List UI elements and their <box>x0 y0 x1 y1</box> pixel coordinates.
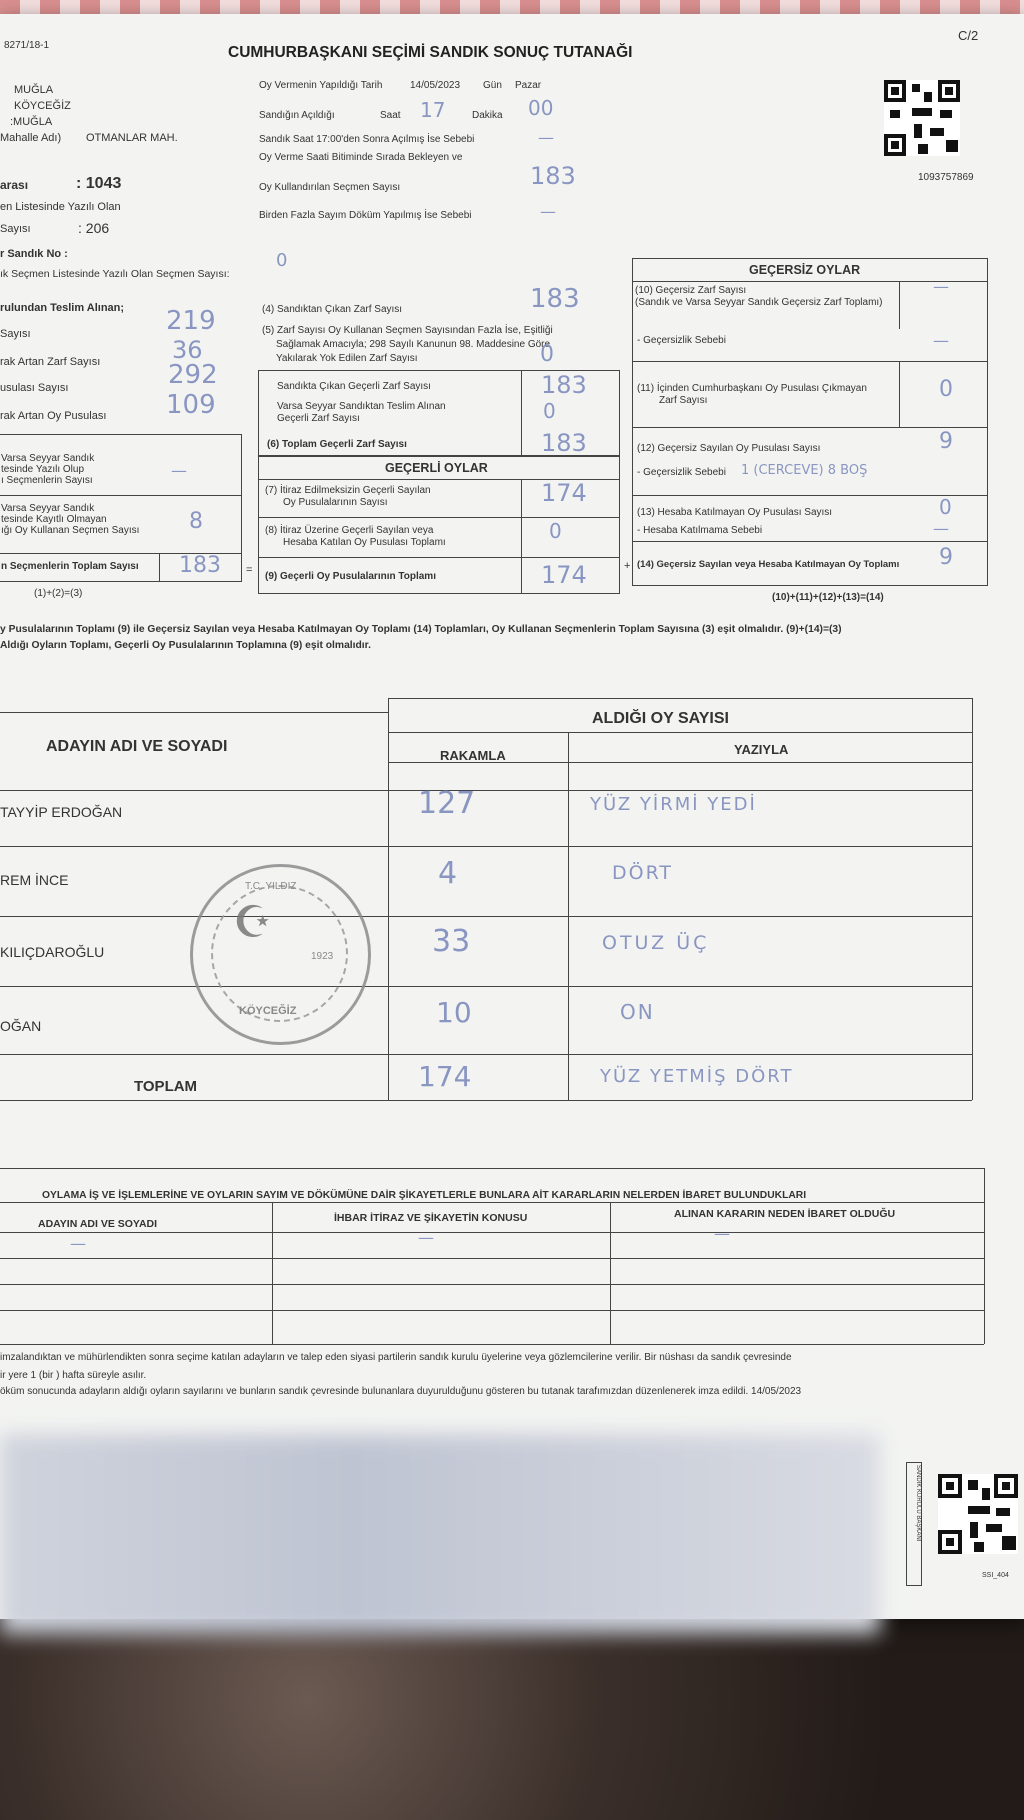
valid-env-label: Sandıkta Çıkan Geçerli Zarf Sayısı <box>277 381 431 392</box>
r12-value: 9 <box>939 429 953 454</box>
note-line-1: y Pusulalarının Toplamı (9) ile Geçersiz Sayılan veya Hesaba Katılmayan Oy Toplamı (14) Toplamları, Oy Kullanan Seçmenlerin Toplam Sayısına (3) eşit olmalıdır. (9)+(14)=(3) <box>0 624 842 635</box>
total-voters-label: n Seçmenlerin Toplam Sayısı <box>1 561 139 572</box>
complaints-dash-3: — <box>714 1224 730 1243</box>
left-formula: (1)+(2)=(3) <box>34 588 83 599</box>
r7-label: (7) İtiraz Edilmeksizin Geçerli Sayılan Oy Pusulalarının Sayısı <box>265 485 431 508</box>
received-value-1: 36 <box>172 336 203 364</box>
valid-envelope-table <box>258 370 620 456</box>
received-value-2: 292 <box>168 360 218 390</box>
province: MUĞLA <box>14 84 54 96</box>
received-label: rulundan Teslim Alınan; <box>0 302 125 314</box>
hour-value: 17 <box>420 98 446 122</box>
results-table <box>0 682 972 1102</box>
candidate-2-digits: 4 <box>438 856 458 891</box>
minute-label: Dakika <box>472 110 503 121</box>
equals-sign: = <box>246 564 253 576</box>
r8-value: 0 <box>549 519 562 543</box>
r7-value: 174 <box>541 479 587 507</box>
registered-value: : 206 <box>78 220 110 236</box>
envelope-count-label: (4) Sandıktan Çıkan Zarf Sayısı <box>262 304 403 315</box>
r10-value: — <box>933 277 949 296</box>
r13-label: (13) Hesaba Katılmayan Oy Pusulası Sayısı <box>637 507 833 518</box>
candidate-3-digits: 33 <box>432 924 471 959</box>
seal-text-bottom: KÖYCEĞİZ <box>239 1005 297 1017</box>
ballot-report-sheet <box>0 14 1024 1619</box>
received-label-3: rak Artan Oy Pusulası <box>0 410 107 422</box>
form-code: C/2 <box>958 28 979 43</box>
col-words-header: YAZIYLA <box>734 742 789 757</box>
r10-reason: — <box>933 331 949 350</box>
total-valid-env-value: 183 <box>541 429 587 457</box>
mobile-list-label: ık Seçmen Listesinde Yazılı Olan Seçmen Sayısı: <box>0 268 230 280</box>
crescent-star-icon: ☪ <box>233 897 273 948</box>
hour-label: Saat <box>380 110 401 121</box>
minute-value: 00 <box>528 96 554 120</box>
complaints-col-1: ADAYIN ADI VE SOYADI <box>38 1218 158 1230</box>
waiting-label-1: Oy Verme Saati Bitiminde Sırada Bekleyen ve <box>259 152 463 163</box>
complaints-col-2: İHBAR İTİRAZ VE ŞİKAYETİN KONUSU <box>334 1212 528 1224</box>
candidate-2-words: DÖRT <box>612 862 674 884</box>
plus-sign: + <box>624 560 631 572</box>
candidate-4-name: OĞAN <box>0 1018 42 1034</box>
carpet-background <box>0 1619 1024 1820</box>
right-formula: (10)+(11)+(12)+(13)=(14) <box>772 592 884 603</box>
r8-label: (8) İtiraz Üzerine Geçerli Sayılan veya Hesaba Katılan Oy Pusulası Toplamı <box>265 525 446 548</box>
received-value-0: 219 <box>166 306 216 336</box>
valid-env-value: 183 <box>541 371 587 399</box>
day-label: Gün <box>483 80 502 91</box>
registered-label-2: Sayısı <box>0 223 31 235</box>
qr-code-bottom-icon <box>938 1474 1018 1554</box>
multi-count-label: Birden Fazla Sayım Döküm Yapılmış İse Sebebi <box>259 210 472 221</box>
col-votes-header: ALDIĞI OY SAYISI <box>592 710 729 727</box>
neighborhood: OTMANLAR MAH. <box>86 132 178 144</box>
r11-value: 0 <box>939 377 953 402</box>
invalid-votes-table <box>632 258 988 586</box>
barcode-number: 1093757869 <box>918 172 974 183</box>
col-digits-header: RAKAMLA <box>440 748 506 763</box>
late-open-label: Sandık Saat 17:00'den Sonra Açılmış İse Sebebi <box>259 134 475 145</box>
candidate-3-name: KILIÇDAROĞLU <box>0 944 105 960</box>
seal-text-top: T.C. YILDIZ <box>245 881 297 892</box>
r10-label: (10) Geçersiz Zarf Sayısı (Sandık ve Varsa Seyyar Sandık Geçersiz Zarf Toplamı) <box>635 285 883 308</box>
waiting-value: 183 <box>530 162 576 190</box>
footer-line-2: ir yere 1 (bir ) hafta süreyle asılır. <box>0 1370 147 1381</box>
total-label: TOPLAM <box>134 1078 198 1095</box>
r12-label: (12) Geçersiz Sayılan Oy Pusulası Sayısı <box>637 443 821 454</box>
mobile-box1-label: Varsa Seyyar Sandık tesinde Yazılı Olup ı Seçmenlerin Sayısı <box>1 453 95 486</box>
district: KÖYCEĞİZ <box>14 100 71 112</box>
box-no-label: arası <box>0 178 29 192</box>
box-no: : 1043 <box>76 175 122 192</box>
destroyed-envelope-label: (5) Zarf Sayısı Oy Kullanan Seçmen Sayısından Fazla İse, Eşitliği Sağlamak Amacıyla; 298 Sayılı Kanunun 98. Maddesine Göre Yakılarak Yok Edilen Zarf Sayısı <box>262 325 553 364</box>
neighborhood-label: Mahalle Adı) <box>0 132 62 144</box>
received-value-3: 109 <box>166 390 216 420</box>
total-voters-value: 183 <box>179 553 221 578</box>
multi-count-dash: — <box>540 202 556 221</box>
page-title: CUMHURBAŞKANI SEÇİMİ SANDIK SONUÇ TUTANAĞI <box>228 44 633 61</box>
envelope-count-value: 183 <box>530 284 580 314</box>
r9-value: 174 <box>541 561 587 589</box>
total-valid-env-label: (6) Toplam Geçerli Zarf Sayısı <box>267 439 407 450</box>
invalid-header: GEÇERSİZ OYLAR <box>749 263 861 277</box>
vote-date: 14/05/2023 <box>410 80 461 91</box>
registered-label-1: en Listesinde Yazılı Olan <box>0 201 121 213</box>
candidate-1-words: YÜZ YİRMİ YEDİ <box>590 794 757 815</box>
mobile-box-label: r Sandık No : <box>0 248 68 260</box>
r11-label: (11) İçinden Cumhurbaşkanı Oy Pusulası Çıkmayan Zarf Sayısı <box>637 383 867 406</box>
qr-code-icon <box>884 80 960 156</box>
candidate-4-words: ON <box>620 1000 655 1024</box>
form-code-bottom: SSI_404 <box>982 1572 1009 1579</box>
r13-reason-label: - Hesaba Katılmama Sebebi <box>637 525 763 536</box>
candidate-2-name: REM İNCE <box>0 872 69 888</box>
note-line-2: Aldığı Oyların Toplamı, Geçerli Oy Pusulalarının Toplamına (9) eşit olmalıdır. <box>0 640 371 651</box>
footer-line-1: imzalandıktan ve mühürlendikten sonra seçime katılan adayların ve talep eden siyasi partilerin sandık kurulu üyelerine veya gözlemcilerine verilir. Bir nüshası da sandık çevresinde <box>0 1352 792 1363</box>
mobile-box-table <box>0 434 242 582</box>
mobile-env-value: 0 <box>543 399 556 423</box>
blurred-signatures <box>0 1434 880 1634</box>
vote-date-label: Oy Vermenin Yapıldığı Tarih <box>259 80 383 91</box>
day: Pazar <box>515 80 542 91</box>
complaints-table <box>0 1168 984 1346</box>
destroyed-envelope-value: 0 <box>540 342 554 367</box>
r12-reason: 1 (CERCEVE) 8 BOŞ <box>741 463 868 478</box>
footer-line-3: öküm sonucunda adayların aldığı oyların sayılarını ve bunların sandık çevresinde bulunanlara duyurulduğunu gösteren bu tutanak tarafımızdan düzenlenerek imza edildi. 14/05/2023 <box>0 1386 802 1397</box>
r9-label: (9) Geçerli Oy Pusulalarının Toplamı <box>265 571 436 582</box>
mobile-list-value: 0 <box>276 250 288 271</box>
received-label-1: rak Artan Zarf Sayısı <box>0 356 101 368</box>
mobile-box2-value: 8 <box>189 509 203 534</box>
district-2: :MUĞLA <box>10 116 53 128</box>
candidate-3-words: OTUZ ÜÇ <box>602 932 710 954</box>
mobile-box1-value: — <box>171 461 187 480</box>
r13-reason: — <box>933 519 949 538</box>
mobile-box2-label: Varsa Seyyar Sandık tesinde Kayıtlı Olmayan ığı Oy Kullanan Seçmen Sayısı <box>1 503 140 536</box>
official-seal <box>190 864 371 1045</box>
complaints-col-3: ALINAN KARARIN NEDEN İBARET OLDUĞU <box>674 1208 896 1220</box>
r14-value: 9 <box>939 545 953 570</box>
received-label-0: Sayısı <box>0 328 31 340</box>
r14-label: (14) Geçersiz Sayılan veya Hesaba Katılmayan Oy Toplamı <box>637 559 900 570</box>
seal-year: 1923 <box>311 951 334 962</box>
candidate-1-name: TAYYİP ERDOĞAN <box>0 804 123 820</box>
late-open-dash: — <box>538 128 554 147</box>
total-words: YÜZ YETMİŞ DÖRT <box>600 1066 794 1087</box>
r10-reason-label: - Geçersizlik Sebebi <box>637 335 726 346</box>
total-digits: 174 <box>418 1060 472 1093</box>
candidate-1-digits: 127 <box>418 786 476 821</box>
signature-label-box <box>906 1462 922 1586</box>
col-name-header: ADAYIN ADI VE SOYADI <box>46 738 228 755</box>
complaints-dash-1: — <box>70 1234 86 1253</box>
r13-value: 0 <box>939 495 952 519</box>
complaints-title: OYLAMA İŞ VE İŞLEMLERİNE VE OYLARIN SAYIM VE DÖKÜMÜNE DAİR ŞİKAYETLERLE BUNLARA AİT KARARLARIN NELERDEN İBARET BULUNDUKLARI <box>42 1190 807 1201</box>
candidate-4-digits: 10 <box>436 996 472 1029</box>
doc-id: 8271/18-1 <box>4 40 50 51</box>
valid-votes-header: GEÇERLİ OYLAR <box>385 461 488 475</box>
received-label-2: usulası Sayısı <box>0 382 69 394</box>
mobile-env-label: Varsa Seyyar Sandıktan Teslim Alınan Geçerli Zarf Sayısı <box>277 401 446 424</box>
complaints-dash-2: — <box>418 1228 434 1247</box>
valid-votes-table <box>258 456 620 594</box>
opening-label: Sandığın Açıldığı <box>259 110 335 121</box>
signature-label: SANDIK KURULU BAŞKANI <box>915 1465 921 1542</box>
r12-reason-label: - Geçersizlik Sebebi <box>637 467 726 478</box>
waiting-label-2: Oy Kullandırılan Seçmen Sayısı <box>259 182 401 193</box>
